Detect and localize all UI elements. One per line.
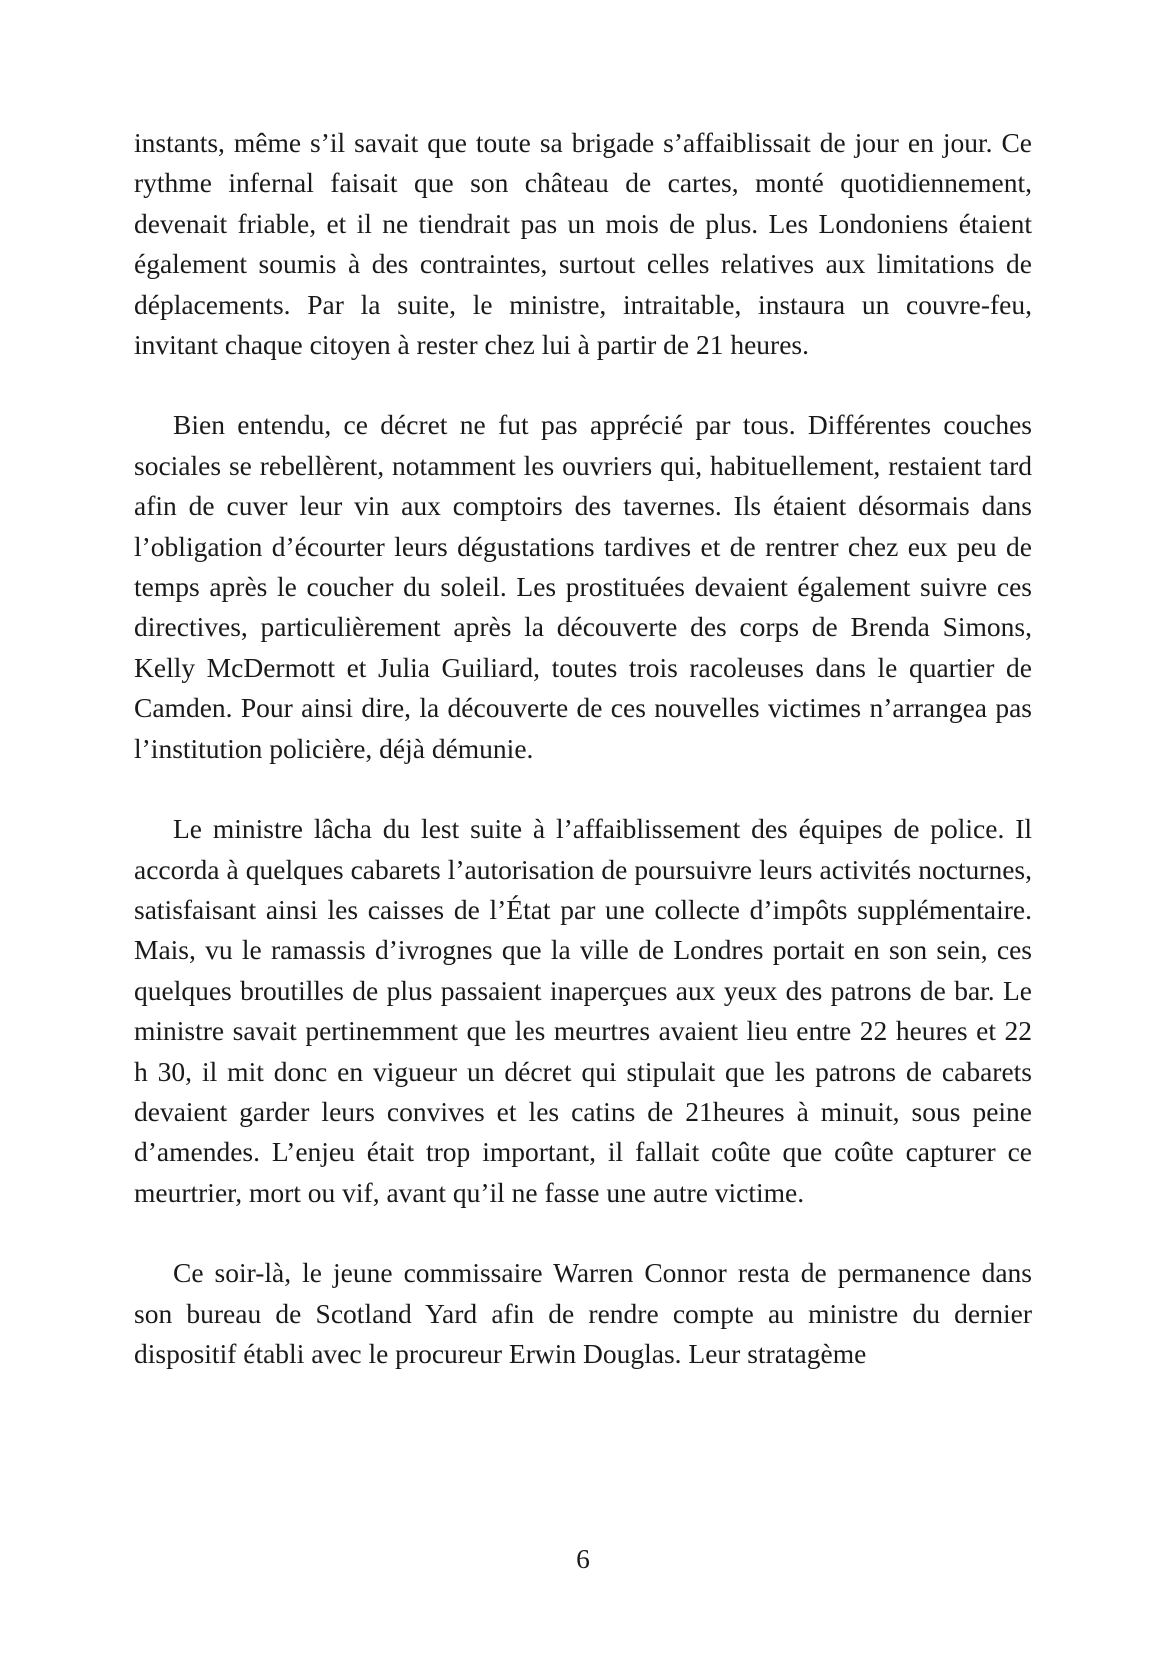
page-number: 6	[576, 1543, 590, 1574]
paragraph-commissioner: Ce soir-là, le jeune commissaire Warren Connor resta de permanence dans son bureau de Scotland Yard afin de rendre compte au ministre du dernier dispositif établi avec le procureur Erwin Douglas. Leur stratagème	[134, 1257, 1032, 1369]
paragraph-cabaret-decree: Le ministre lâcha du lest suite à l’affaiblissement des équipes de police. Il accorda à quelques cabarets l’autorisation de poursuivre leurs activités nocturnes, satisfaisant ainsi les caisses de l’État par une collecte d’impôts supplémentaire. Mais, vu le ramassis d’ivrognes que la ville de Londres portait en son sein, ces quelques broutilles de plus passaient inaperçues aux yeux des patrons de bar. Le ministre savait pertinemment que les meurtres avaient lieu entre 22 heures et 22 h 30, il mit donc en vigueur un décret qui stipulait que les patrons de cabarets devaient garder leurs convives et les catins de 21heures à minuit, sous peine d’amendes. L’enjeu était trop important, il fallait coûte que coûte capturer ce meurtrier, mort ou vif, avant qu’il ne fasse une autre victime.	[134, 813, 1032, 1208]
paragraph-continuation: instants, même s’il savait que toute sa brigade s’affaiblissait de jour en jour. Ce rythme infernal faisait que son château de cartes, monté quotidiennement, devenait friable, et il ne tiendrait pas un mois de plus. Les Londoniens étaient également soumis à des contraintes, surtout celles relatives aux limitations de déplacements. Par la suite, le ministre, intraitable, instaura un couvre-feu, invitant chaque citoyen à rester chez lui à partir de 21 heures.	[134, 127, 1032, 361]
paragraph-curfew-reaction: Bien entendu, ce décret ne fut pas apprécié par tous. Différentes couches sociales se rebellèrent, notamment les ouvriers qui, habituellement, restaient tard afin de cuver leur vin aux comptoirs des tavernes. Ils étaient désormais dans l’obligation d’écourter leurs dégustations tardives et de rentrer chez eux peu de temps après le coucher du soleil. Les prostituées devaient également suivre ces directives, particulièrement après la découverte des corps de Brenda Simons, Kelly McDermott et Julia Guiliard, toutes trois racoleuses dans le quartier de Camden. Pour ainsi dire, la découverte de ces nouvelles victimes n’arrangea pas l’institution policière, déjà démunie.	[134, 409, 1032, 764]
page-body	[134, 123, 1032, 1414]
